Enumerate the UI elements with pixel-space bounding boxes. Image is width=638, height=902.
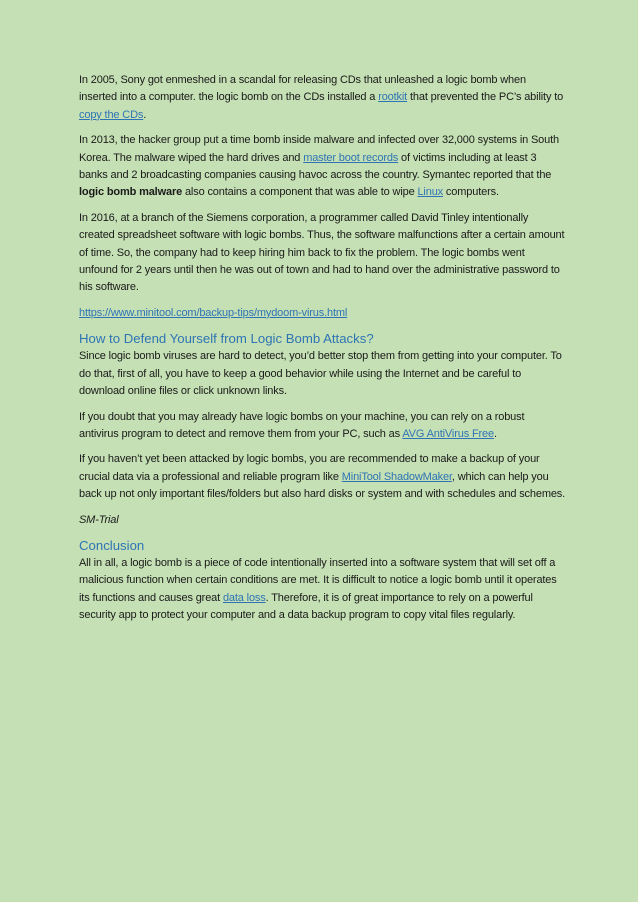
paragraph-siemens: In 2016, at a branch of the Siemens corporation, a programmer called David Tinley intentionally created spreadsheet software with logic bombs. Thus, the software malfunctions after a certain amount of time. So, the company had to keep hiring him back to fix the problem. The logic bombs went unfound for 2 years until then he was out of town and had to hand over the administrative password to his software. xyxy=(79,211,565,294)
text: . xyxy=(493,427,497,440)
linux-link[interactable]: Linux xyxy=(417,186,444,199)
paragraph-doubt xyxy=(79,409,566,444)
text: If you doubt that you may already have logic bombs on your machine, you can rely on a robust antivirus program to detect and remove them from your PC, such as xyxy=(79,410,525,440)
minitool-shadowmaker-link[interactable]: MiniTool ShadowMaker xyxy=(341,470,452,483)
paragraph-conclusion xyxy=(79,555,566,625)
text: that prevented the PC’s ability to xyxy=(407,91,564,104)
text: of victims including at least 3 banks and 2 broadcasting companies causing havoc across the country. Symantec reported that the xyxy=(79,151,552,182)
heading-conclusion: Conclusion xyxy=(79,537,145,553)
text: also contains a component that was able to wipe xyxy=(182,186,418,199)
heading-defend: How to Defend Yourself from Logic Bomb Attacks? xyxy=(79,331,374,347)
text: If you haven’t yet been attacked by logic bombs, you are recommended to make a backup of your crucial data via a professional and reliable program like xyxy=(79,453,540,483)
paragraph-sony xyxy=(79,72,566,124)
text: , which can help you back up not only important files/folders but also hard disks or system and with schedules and schemes. xyxy=(79,470,566,501)
paragraph-defend: Since logic bomb viruses are hard to detect, you’d better stop them from getting into your computer. To do that, first of all, you have to keep a good behavior while using the Internet and be careful to download online files or click unknown links. xyxy=(79,350,562,398)
text: . Therefore, it is of great importance to rely on a powerful security app to protect your computer and a data backup program to copy vital files regularly. xyxy=(79,591,533,622)
text: . xyxy=(143,108,147,121)
data-loss-link[interactable]: data loss xyxy=(222,591,266,604)
sm-trial-label: SM-Trial xyxy=(79,513,119,526)
paragraph-url xyxy=(79,305,566,322)
text: In 2005, Sony got enmeshed in a scandal for releasing CDs that unleashed a logic bomb when inserted into a computer. the logic bomb on the CDs installed a xyxy=(79,74,526,104)
master-boot-records-link[interactable]: master boot records xyxy=(303,151,399,164)
text: All in all, a logic bomb is a piece of code intentionally inserted into a software system that will set off a malicious function when certain conditions are met. It is difficult to notice a logic bomb until it operates its functions and causes great xyxy=(79,556,557,604)
bold-text: logic bomb malware xyxy=(79,186,183,199)
text: In 2013, the hacker group put a time bomb inside malware and infected over 32,000 systems in South Korea. The malware wiped the hard drives and xyxy=(79,134,559,164)
mydoom-virus-link[interactable]: https://www.minitool.com/backup-tips/mydoom-virus.html xyxy=(79,306,348,319)
text: computers. xyxy=(443,186,499,199)
rootkit-link[interactable]: rootkit xyxy=(378,91,408,104)
avg-antivirus-free-link[interactable]: AVG AntiVirus Free xyxy=(402,427,494,440)
copy-the-cds-link[interactable]: copy the CDs xyxy=(79,108,144,121)
paragraph-south-korea xyxy=(79,132,566,202)
paragraph-backup xyxy=(79,451,566,503)
